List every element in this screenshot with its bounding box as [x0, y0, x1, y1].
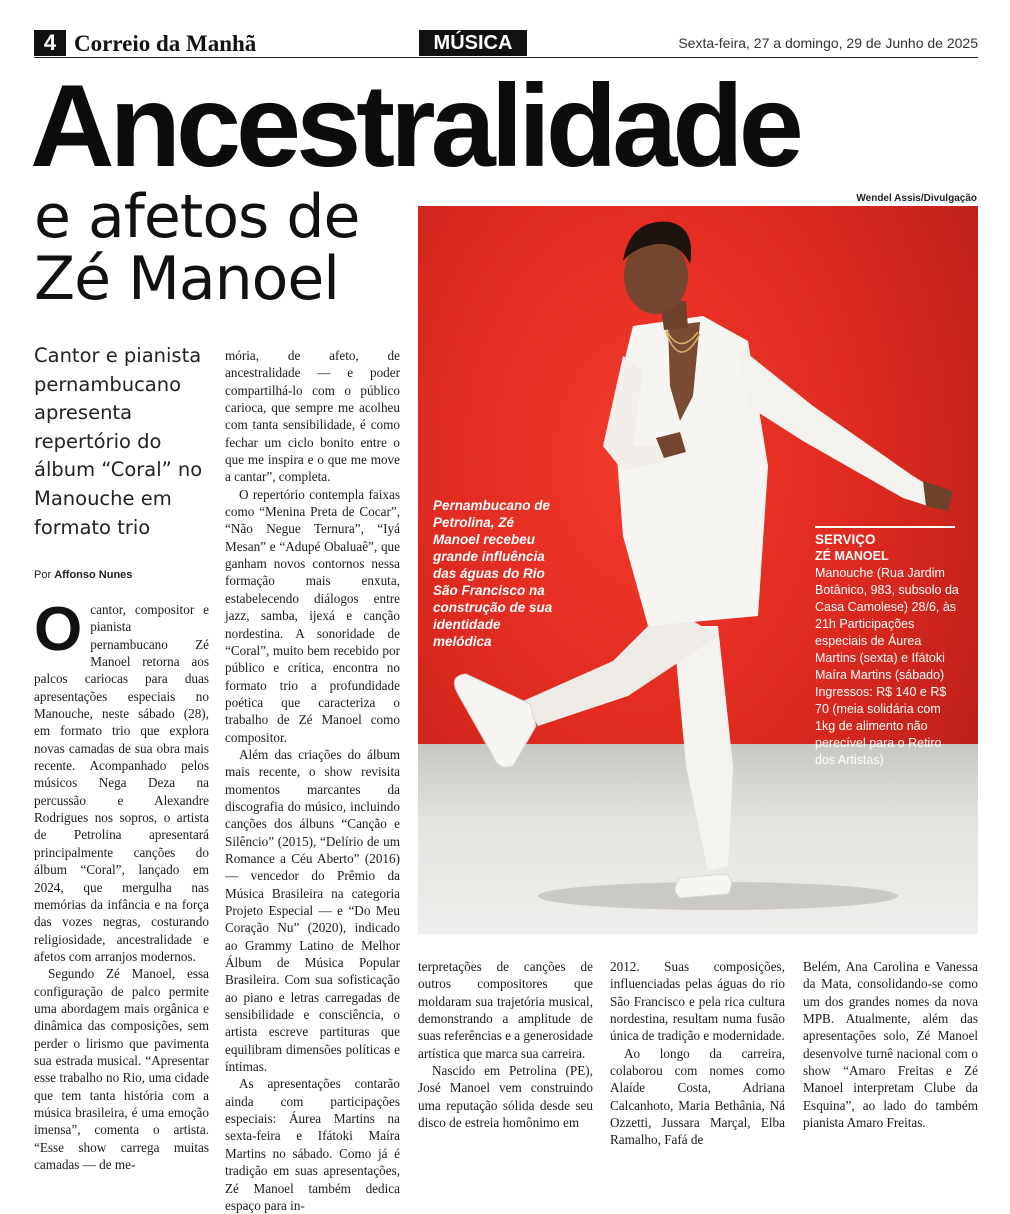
publication-name: Correio da Manhã — [74, 31, 257, 56]
paragraph: Além das criações do álbum mais recente, o show revisita momentos marcantes da discografia do músico, incluindo canções dos álbuns “Canção e Silêncio” (2015), “Delírio de um Romance a Céu Aberto” (2016) — vencedor do Prêmio da Música Brasileira na categoria Projeto Especial — e “Do Meu Coração Nu” (2020), indicado ao Grammy Latino de Melhor Álbum de Música Popular Brasileira. Com sua sofisticação ao piano e letras carregadas de sensibilidade e consciência, o artista escreve partituras que equilibram dimensões políticas e íntimas. — [225, 746, 400, 1075]
section-tag: MÚSICA — [419, 30, 527, 56]
service-title: SERVIÇO — [815, 532, 876, 547]
byline-prefix: Por — [34, 569, 52, 581]
page-number: 4 — [34, 30, 66, 56]
service-divider — [815, 526, 955, 528]
subheadline-line: e afetos de — [34, 182, 360, 252]
article-deck: Cantor e pianista pernambucano apresenta repertório do álbum “Coral” no Manouche em formato trio — [34, 344, 203, 539]
photo-credit: Wendel Assis/Divulgação — [856, 193, 977, 204]
paragraph: As apresentações contarão ainda com participações especiais: Áurea Martins na sexta-feira e Ifátoki Maíra Martins no sábado. Como já é tradição em suas apresentações, Zé Manoel também dedica espaço para in- — [225, 1076, 400, 1213]
service-details: Manouche (Rua Jardim Botânico, 983, subsolo da Casa Camolese) 28/6, às 21h Participações especiais de Áurea Martins (sexta) e Ifátoki Maíra Martins (sábado) Ingressos: R$ 140 e R$ 70 (meia solidária com 1kg de alimento não perecível para o Retiro dos Artistas) — [815, 566, 959, 767]
paragraph: Belém, Ana Carolina e Vanessa da Mata, consolidando-se como um dos grandes nomes da nova MPB. Atualmente, além das apresentações solo, Zé Manoel desenvolve turnê nacional com o show “Amaro Freitas e Zé Manoel interpretam Clube da Esquina”, ao lado do também pianista Amaro Freitas. — [803, 959, 978, 1131]
paragraph: O repertório contempla faixas como “Menina Preta de Cocar”, “Não Negue Ternura”, “Iyá Mesan” e “Adupé Obaluaê”, que ganham novos contornos nessa formação mais enxuta, estabelecendo diálogos entre jazz, samba, ijexá e canção nordestina. A sonoridade de “Coral”, muito bem recebido por público e crítica, encontra no formato trio a profundidade poética que caracteriza o trabalho de Zé Manoel como compositor. — [225, 486, 400, 745]
article-column-5 — [803, 958, 978, 1131]
byline-author: Affonso Nunes — [54, 569, 133, 581]
article-column-4 — [610, 958, 785, 1149]
service-box — [815, 526, 961, 769]
paragraph: Ao longo da carreira, colaborou com nomes como Alaíde Costa, Adriana Calcanhoto, Maria Bethânia, Ná Ozzetti, Jussara Marçal, Elba Ramalho, Fafá de — [610, 1045, 785, 1148]
drop-cap: O — [34, 595, 83, 664]
article-column-2 — [225, 347, 400, 1214]
paragraph: Nascido em Petrolina (PE), José Manoel vem construindo uma reputação sólida desde seu disco de estreia homônimo em — [418, 1063, 593, 1131]
subheadline-line: Zé Manoel — [34, 244, 339, 314]
paragraph: Segundo Zé Manoel, essa configuração de palco permite uma abordagem mais orgânica e dinâmica das composições, sem perder o lirismo que pavimenta sua estrada musical. “Apresentar esse trabalho no Rio, uma cidade que tem tanta história com a música brasileira, é uma emoção imensa”, comenta o artista. “Esse show carrega muitas camadas — de me- — [34, 966, 209, 1172]
headline: Ancestralidade — [30, 60, 799, 191]
service-name: ZÉ MANOEL — [815, 549, 889, 563]
article-column-1 — [34, 595, 209, 1173]
photo-caption: Pernambucano de Petrolina, Zé Manoel recebeu grande influência das águas do Rio São Francisco na construção de sua identidade melódica — [433, 498, 553, 649]
paragraph: cantor, compositor e pianista pernambucano Zé Manoel retorna aos palcos cariocas para duas apresentações especiais no Manouche, neste sábado (28), em formato trio que explora novas camadas de sua obra mais recente. Acompanhado pelos músicos Nega Deza na percussão e Alexandre Rodrigues nos sopros, o artista de Petrolina apresentará principalmente canções do álbum “Coral”, lançado em 2024, que mergulha nas memórias da infância e na força das vozes negras, costurando religiosidade, ancestralidade e afetos com arranjos modernos. — [34, 602, 209, 964]
page-header — [34, 30, 978, 58]
subheadline — [34, 182, 414, 314]
byline — [34, 569, 132, 581]
paragraph: mória, de afeto, de ancestralidade — e poder compartilhá-lo com o público carioca, que sempre me acolheu com tanta sensibilidade, é como fechar um ciclo bonito entre o que me inspira e o que me move a cantar”, completa. — [225, 348, 400, 485]
paragraph: terpretações de canções de outros compositores que moldaram sua trajetória musical, demonstrando a amplitude de suas referências e a generosidade artística que marca sua carreira. — [418, 959, 594, 1061]
article-column-3 — [418, 958, 593, 1131]
dateline: Sexta-feira, 27 a domingo, 29 de Junho de 2025 — [678, 35, 978, 51]
paragraph: 2012. Suas composições, influenciadas pelas águas do rio São Francisco e pela rica cultura nordestina, resultam numa fusão única de tradição e modernidade. — [610, 959, 785, 1044]
